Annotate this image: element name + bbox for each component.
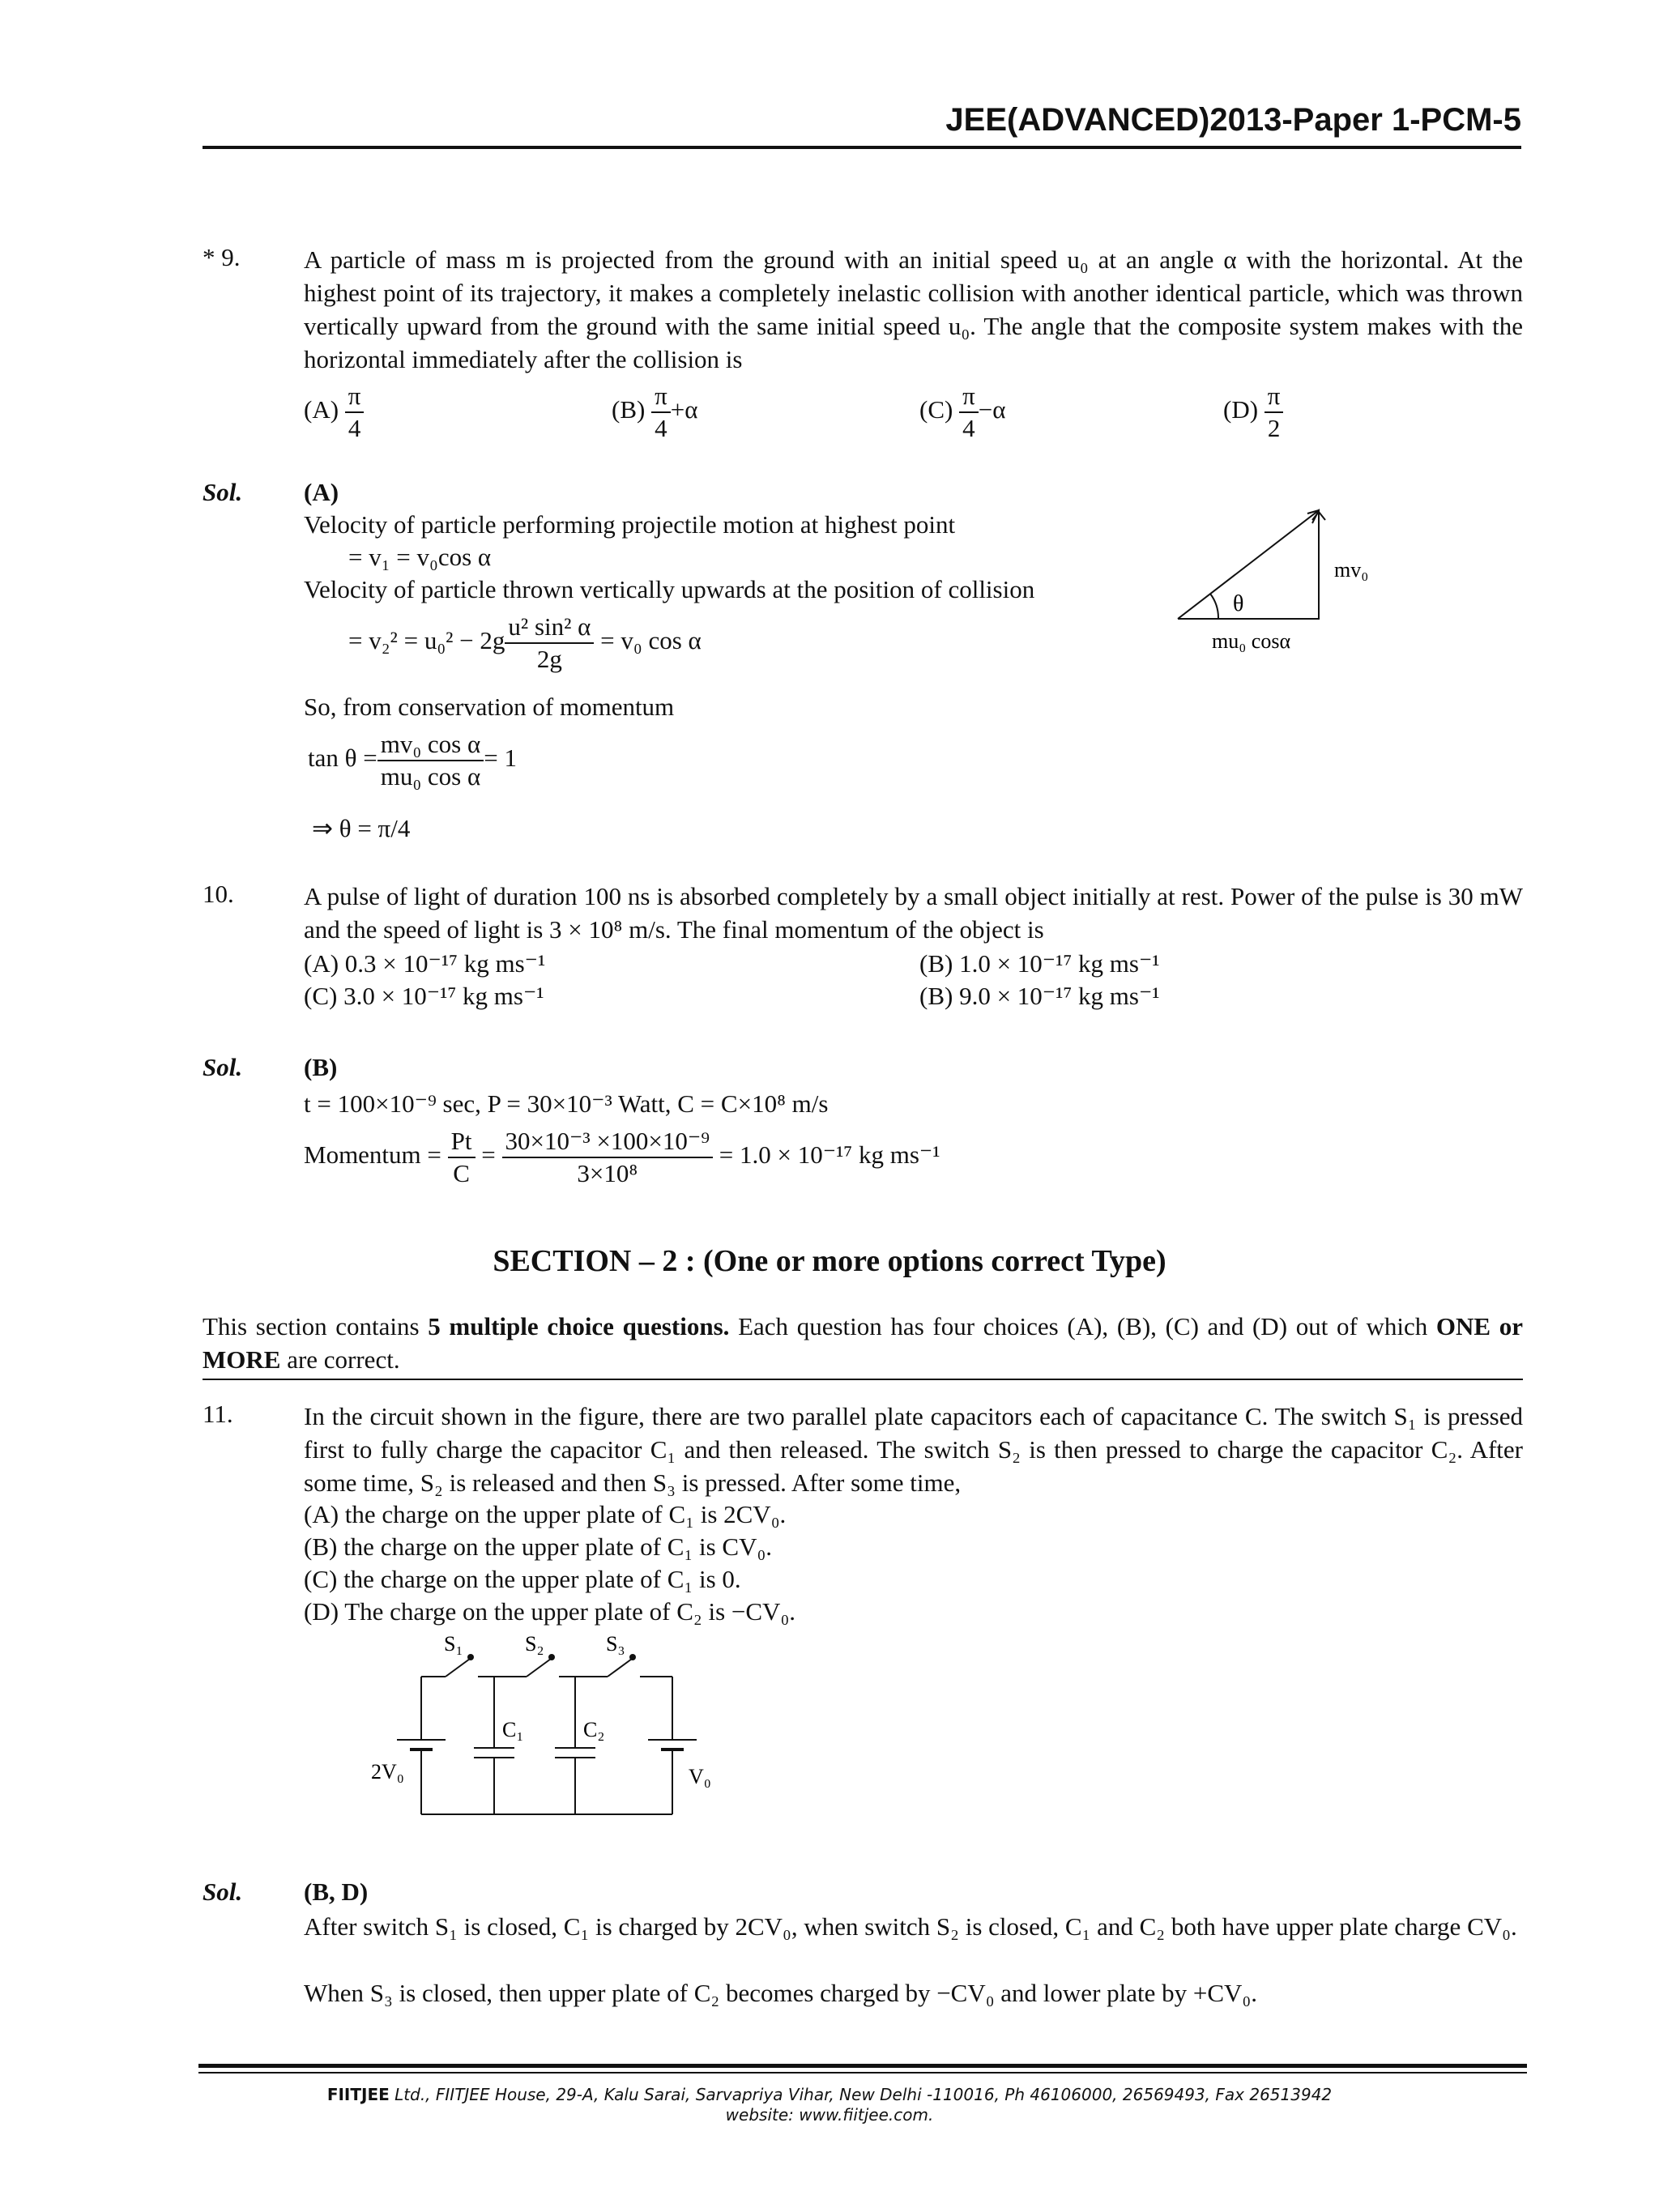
solution-11-line1: After switch S₁ is closed, C₁ is charged by 2CV₀, when switch S₂ is closed, C₁ and C₂ both have upper plate charge CV₀.	[304, 1912, 1517, 1941]
capacitor-c2-label: C₂	[583, 1718, 605, 1741]
q9-option-c-tail: −α	[978, 395, 1006, 424]
sol10-fraction-2: $\frac{\text{30×10⁻³ ×100×10⁻⁹}}{\text{3×10⁸}}$	[502, 1126, 714, 1189]
section-2-intro-a: This section contains	[203, 1312, 429, 1340]
switch-s3-label: S₃	[606, 1632, 625, 1656]
question-10-number: 10.	[203, 880, 234, 908]
angle-arc	[1210, 594, 1218, 619]
side-label: mv₀	[1334, 558, 1369, 582]
solution-9-line2: = v₁ = v₀cos α	[348, 543, 492, 571]
section-2-intro-b: Each question has four choices (A), (B), (C) and (D) out of which	[729, 1312, 1436, 1340]
footer-address-line	[0, 2085, 1659, 2105]
solution-9-tan-equation	[308, 729, 517, 792]
header-title: JEE(ADVANCED)2013-Paper 1-PCM-5	[945, 102, 1521, 138]
question-11-text: In the circuit shown in the figure, there are two parallel plate capacitors each of capacitance C. The switch S₁ is pressed first to fully charge the capacitor C₁ and then released. The switch S₂ is then pressed to charge the capacitor C₂. After some time, S₂ is released and then S₃ is pressed. After some time,	[304, 1402, 1523, 1497]
q9-option-b-tail: +α	[670, 395, 698, 424]
sol9-eq-left: = v₂² = u₀² − 2g	[348, 626, 505, 655]
q9-option-c-fraction: $\frac{\pi}{4}$	[959, 381, 979, 444]
sol9-tan-right: = 1	[484, 744, 517, 773]
solution-9-line4: So, from conservation of momentum	[304, 693, 675, 721]
capacitor-circuit-diagram	[356, 1628, 745, 1839]
solution-10-label: Sol.	[203, 1053, 243, 1081]
switch-s1-label: S₁	[444, 1632, 463, 1656]
sol10-momentum-right: = 1.0 × 10⁻¹⁷ kg ms⁻¹	[719, 1140, 940, 1170]
solution-9-line3: Velocity of particle thrown vertically upwards at the position of collision	[304, 575, 1035, 603]
section-2-intro	[203, 1310, 1523, 1376]
sol10-fraction-1: $\frac{Pt}{C}$	[448, 1126, 476, 1189]
sol9-tan-left: tan θ =	[308, 744, 377, 773]
solution-10-line1: t = 100×10⁻⁹ sec, P = 30×10⁻³ Watt, C = C×10⁸ m/s	[304, 1089, 829, 1118]
footer-rule-thin	[198, 2072, 1527, 2073]
section-2-intro-bold-1: 5 multiple choice questions.	[428, 1312, 730, 1340]
q9-option-b-label: (B)	[612, 395, 646, 424]
q9-option-b-fraction: $\frac{\pi}{4}$	[651, 381, 671, 444]
solution-11-answer: (B, D)	[304, 1877, 369, 1906]
solution-9-equation	[348, 612, 702, 675]
switch-s1-blade	[446, 1659, 470, 1677]
sol9-tan-fraction: $\frac{\text{mv₀ cos α}}{\text{mu₀ cos α}}$	[377, 729, 484, 792]
sol9-eq-right: = v₀ cos α	[600, 626, 702, 655]
q10-option-d: (B) 9.0 × 10⁻¹⁷ kg ms⁻¹	[919, 982, 1160, 1010]
q9-option-a	[304, 381, 364, 444]
switch-s3-blade	[608, 1659, 632, 1677]
q9-option-d-label: (D)	[1223, 395, 1259, 424]
q9-option-a-label: (A)	[304, 395, 339, 424]
footer-brand: FIITJEE	[326, 2085, 390, 2104]
sol10-momentum-left: Momentum =	[304, 1140, 441, 1170]
q10-option-a: (A) 0.3 × 10⁻¹⁷ kg ms⁻¹	[304, 949, 546, 978]
solution-11-line2: When S₃ is closed, then upper plate of C₂ becomes charged by −CV₀ and lower plate by +CV₀.	[304, 1979, 1257, 2007]
section-2-intro-bold-2: ONE or MORE	[203, 1312, 1524, 1374]
solution-9-line1: Velocity of particle performing projectile motion at highest point	[304, 510, 956, 539]
solution-10-answer: (B)	[304, 1053, 338, 1081]
switch-s1-contact	[467, 1654, 474, 1660]
sol10-equals: =	[481, 1140, 496, 1170]
section-2-divider	[203, 1379, 1523, 1380]
page-footer	[0, 2085, 1659, 2125]
switch-s2-contact	[548, 1654, 555, 1660]
page-header	[203, 97, 1521, 149]
section-2-intro-c: are correct.	[280, 1345, 400, 1374]
q9-option-b	[612, 381, 697, 444]
section-2-title: SECTION – 2 : (One or more options correct Type)	[493, 1244, 1166, 1278]
switch-s3-contact	[629, 1654, 636, 1660]
question-9-text: A particle of mass m is projected from the ground with an initial speed u₀ at an angle α with the horizontal. At the highest point of its trajectory, it makes a completely inelastic collision with another identical particle, which was thrown vertically upward from the ground with the same initial speed u₀. The angle that the composite system makes with the horizontal immediately after the collision is	[304, 245, 1523, 373]
switch-s2-blade	[527, 1659, 551, 1677]
battery-2v0-label: 2V₀	[371, 1760, 404, 1784]
q9-option-d-fraction: $\frac{\pi}{2}$	[1265, 381, 1284, 444]
question-9-number: * 9.	[203, 243, 241, 271]
sol9-eq-fraction: $\frac{\text{u² sin² α}}{2g}$	[505, 612, 594, 675]
solution-11-label: Sol.	[203, 1877, 243, 1906]
battery-v0-label: V₀	[689, 1765, 711, 1788]
solution-9-answer: (A)	[304, 478, 339, 506]
q11-option-a: (A) the charge on the upper plate of C₁ is 2CV₀.	[304, 1500, 787, 1528]
footer-website: website: www.fiitjee.com.	[725, 2105, 934, 2125]
solution-9-result: ⇒ θ = π/4	[312, 814, 411, 842]
solution-9-label: Sol.	[203, 478, 243, 506]
arrow-head-side-b	[1319, 512, 1325, 520]
q9-option-c	[919, 381, 1005, 444]
capacitor-c1-label: C₁	[502, 1718, 524, 1741]
q11-option-d: (D) The charge on the upper plate of C₂ is −CV₀.	[304, 1597, 795, 1626]
angle-label: θ	[1233, 591, 1244, 616]
triangle-outline	[1178, 510, 1319, 619]
footer-address: Ltd., FIITJEE House, 29-A, Kalu Sarai, Sarvapriya Vihar, New Delhi -110016, Ph 46106000, 26569493, Fax 26513942	[389, 2085, 1333, 2104]
q10-option-b: (B) 1.0 × 10⁻¹⁷ kg ms⁻¹	[919, 949, 1160, 978]
question-11-number: 11.	[203, 1400, 233, 1428]
solution-10-momentum	[304, 1126, 940, 1189]
question-10-text: A pulse of light of duration 100 ns is absorbed completely by a small object initially at rest. Power of the pulse is 30 mW and the speed of light is 3 × 10⁸ m/s. The final momentum of the object is	[304, 882, 1523, 944]
base-label: mu₀ cosα	[1212, 629, 1291, 653]
footer-rule-thick	[198, 2064, 1527, 2068]
q11-option-b: (B) the charge on the upper plate of C₁ is CV₀.	[304, 1532, 773, 1561]
q10-option-c: (C) 3.0 × 10⁻¹⁷ kg ms⁻¹	[304, 982, 544, 1010]
q9-option-d	[1223, 381, 1283, 444]
momentum-triangle-diagram	[1166, 502, 1410, 664]
q9-option-a-fraction: $\frac{\pi}{4}$	[345, 381, 365, 444]
q11-option-c: (C) the charge on the upper plate of C₁ is 0.	[304, 1565, 741, 1593]
q9-option-c-label: (C)	[919, 395, 953, 424]
switch-s2-label: S₂	[525, 1632, 544, 1656]
